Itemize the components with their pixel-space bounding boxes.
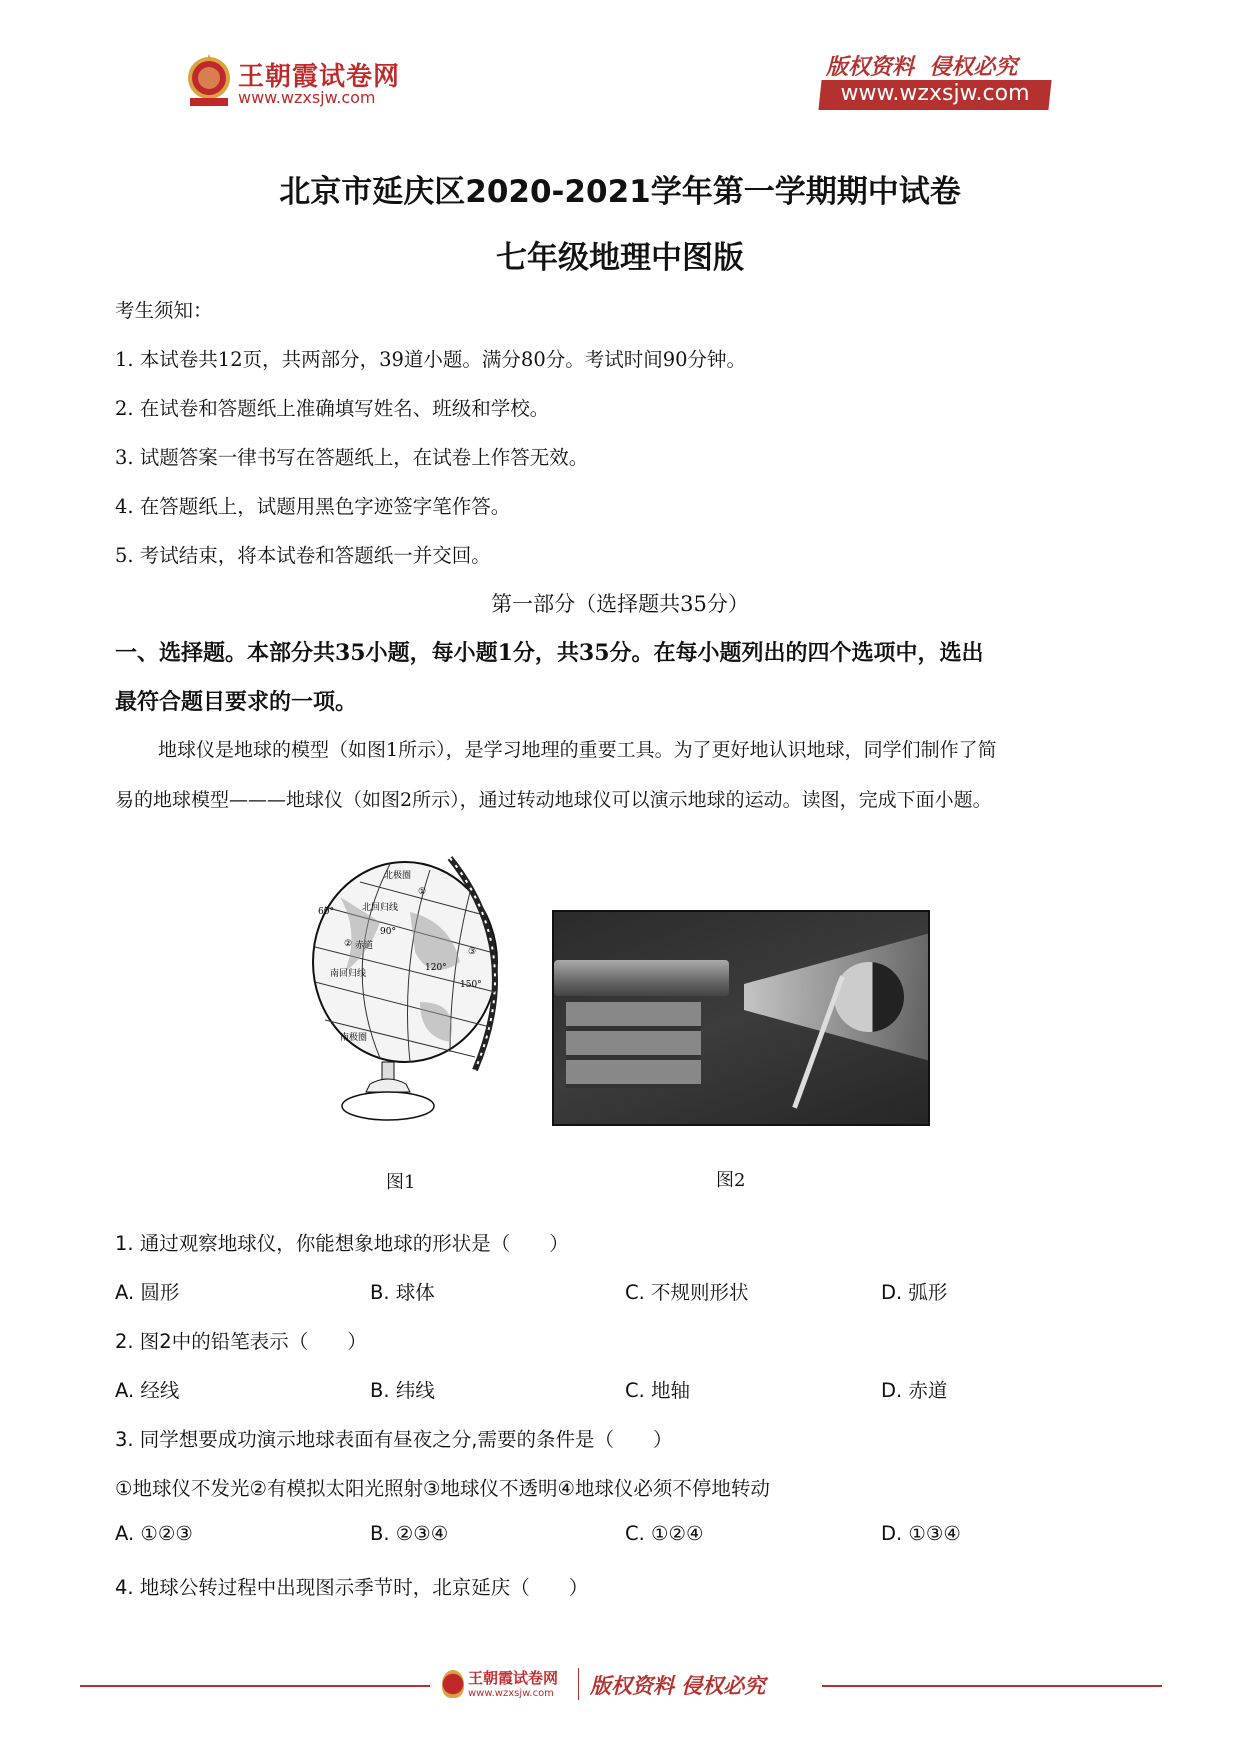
globe-label: ① [418,887,427,897]
question-2-option-b[interactable]: B. 纬线 [370,1379,435,1402]
exam-subtitle: 七年级地理中图版 [496,240,744,276]
question-4-stem: 4. 地球公转过程中出现图示季节时，北京延庆（ ） [115,1576,589,1599]
question-2-option-a[interactable]: A. 经线 [115,1379,180,1402]
question-3-option-b[interactable]: B. ②③④ [370,1522,449,1545]
notice-item: 5. 考试结束，将本试卷和答题纸一并交回。 [115,544,491,567]
question-1-option-a[interactable]: A. 圆形 [115,1281,180,1304]
brand-seal-icon [184,52,234,110]
passage-text: 易的地球模型———地球仪（如图2所示），通过转动地球仪可以演示地球的运动。读图，完成下面小题。 [115,789,992,811]
question-1-stem: 1. 通过观察地球仪，你能想象地球的形状是（ ） [115,1232,569,1255]
footer-divider-left [80,1685,430,1687]
footer-brand-url[interactable]: www.wzxsjw.com [468,1688,554,1699]
books [566,1002,701,1088]
globe-label: ② [344,939,353,949]
footer-copyright: 版权资料 侵权必究 [590,1673,766,1698]
globe-label: 北极圈 [384,871,412,881]
notice-item: 4. 在答题纸上，试题用黑色字迹签字笔作答。 [115,495,511,518]
question-1-option-b[interactable]: B. 球体 [370,1281,435,1304]
copyright-url[interactable]: www.wzxsjw.com [840,81,1030,106]
question-3-stem: 3. 同学想要成功演示地球表面有昼夜之分,需要的条件是（ ） [115,1428,673,1451]
globe-label: ③ [468,947,477,957]
section-instruction: 一、选择题。本部分共35小题，每小题1分，共35分。在每小题列出的四个选项中，选出 [115,640,984,666]
figure-2-caption: 图2 [716,1170,746,1191]
question-1-option-d[interactable]: D. 弧形 [881,1281,948,1304]
figure-1-caption: 图1 [386,1172,416,1193]
globe-label: 北回归线 [362,903,399,913]
exam-title: 北京市延庆区2020-2021学年第一学期期中试卷 [279,174,961,210]
flashlight [554,960,729,996]
question-2-stem: 2. 图2中的铅笔表示（ ） [115,1330,367,1353]
question-2-option-d[interactable]: D. 赤道 [881,1379,948,1402]
notice-item: 3. 试题答案一律书写在答题纸上，在试卷上作答无效。 [115,446,589,469]
passage-text: 地球仪是地球的模型（如图1所示），是学习地理的重要工具。为了更好地认识地球，同学们制作了简 [158,739,997,761]
question-1-option-c[interactable]: C. 不规则形状 [625,1281,749,1304]
globe-label: 南回归线 [330,969,367,979]
notice-item: 1. 本试卷共12页，共两部分，39道小题。满分80分。考试时间90分钟。 [115,348,747,371]
section-instruction: 最符合题目要求的一项。 [115,689,358,715]
brand-logo [184,52,234,110]
footer-divider-right [822,1685,1162,1687]
globe-label: 60° [318,907,334,917]
figure-1-globe [300,852,520,1136]
globe-ball [834,962,904,1032]
footer-seal-icon [442,1670,464,1698]
part-heading: 第一部分（选择题共35分） [491,592,749,616]
notice-item: 2. 在试卷和答题纸上准确填写姓名、班级和学校。 [115,397,550,420]
globe-label: 120° [425,963,447,973]
question-3-option-c[interactable]: C. ①②④ [625,1522,704,1545]
footer-separator [578,1668,579,1700]
notice-heading: 考生须知： [115,299,213,322]
question-3-option-a[interactable]: A. ①②③ [115,1522,193,1545]
footer-brand-name: 王朝霞试卷网 [468,1669,559,1687]
question-3-statement: ①地球仪不发光②有模拟太阳光照射③地球仪不透明④地球仪必须不停地转动 [115,1477,770,1500]
globe-label: 90° [380,927,396,937]
globe-label: 赤道 [355,941,374,951]
question-3-option-d[interactable]: D. ①③④ [881,1522,961,1545]
brand-url[interactable]: www.wzxsjw.com [238,88,376,107]
copyright-notice: 版权资料 侵权必究 [826,54,1018,80]
figure-2-photo [552,910,930,1126]
globe-label: 150° [460,980,482,990]
brand-name: 王朝霞试卷网 [238,62,401,92]
globe-label: 南极圈 [340,1033,368,1043]
question-2-option-c[interactable]: C. 地轴 [625,1379,691,1402]
